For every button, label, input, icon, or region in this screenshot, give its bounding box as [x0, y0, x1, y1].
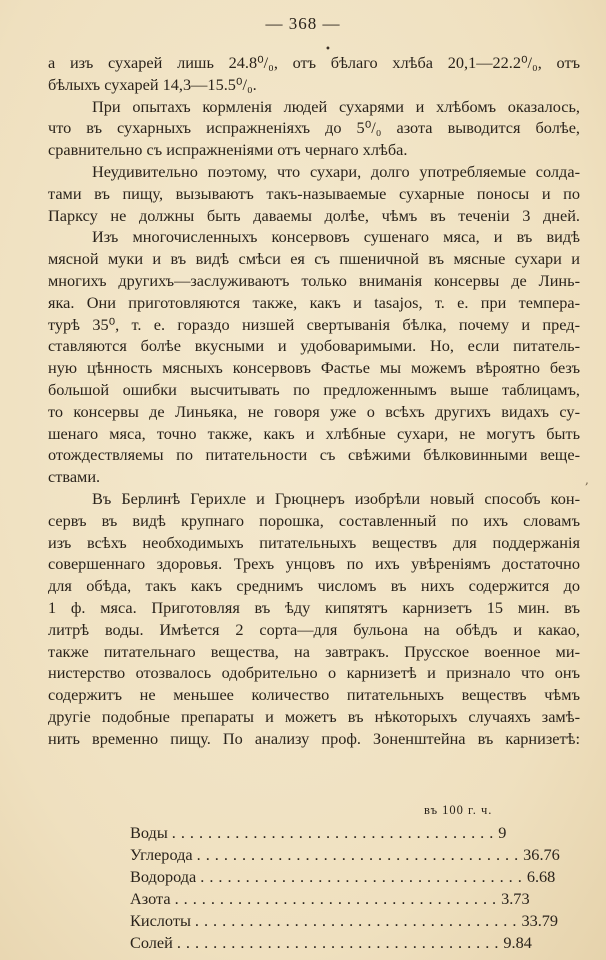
text-line: нить временно пищу. По анализу проф. Зоненштейна въ карнизетѣ: [48, 728, 580, 748]
text-line: многихъ другихъ—заслуживаютъ только вниманія консервы де Линь- [48, 270, 580, 290]
dot-leader: .................................... [174, 889, 502, 908]
text-line: При опытахъ кормленія людей сухарями и хлѣбомъ оказалось, [92, 96, 580, 116]
text-line: содержитъ не меньшее количество питательныхъ веществъ чѣмъ [48, 685, 580, 705]
table-row [130, 933, 532, 953]
page-number: — 368 — [265, 14, 341, 33]
text-line: мясной муки и въ видѣ смѣси ея съ пшеничной въ мясные сухари и [48, 249, 580, 269]
table-row-value: 3.73 [501, 889, 530, 908]
dot-leader: .................................... [196, 845, 524, 864]
text-line: сервъ въ видѣ крупнаго порошка, составленный по ихъ словамъ [48, 510, 580, 530]
table-row-value: 9.84 [503, 933, 532, 952]
text-line: совершеннаго здоровья. Трехъ унцовъ по ихъ увѣреніямъ достаточно [48, 554, 580, 574]
text-line: литрѣ воды. Имѣется 2 сорта—для бульона на обѣдъ и какао, [48, 619, 580, 639]
text-line: ствами. [48, 467, 101, 487]
dot-leader: .................................... [171, 823, 499, 842]
table-row-value: 6.68 [526, 867, 556, 886]
text-line: яка. Они приготовляются также, какъ и tasajos, т. е. при темпера- [48, 292, 580, 312]
text-line: большой ошибки высчитывать по предложеннымъ выше таблицамъ, [48, 379, 580, 399]
table-row-label: Азота [130, 889, 171, 908]
table-row-label: Воды [130, 823, 168, 842]
text-line: также питательнаго вещества, на завтракъ. Прусское военное ми- [48, 641, 580, 661]
dot-leader: .................................... [176, 933, 504, 952]
dot-leader: .................................... [194, 911, 522, 930]
text-line: тами въ пищу, вызываютъ такъ-называемые сухарные поносы и по [48, 183, 580, 203]
text-line: шенаго мяса, точно также, какъ и хлѣбные сухари, не могутъ быть [48, 423, 580, 443]
ink-dot: • [325, 44, 331, 55]
text-line: 1 ф. мяса. Приготовляя въ ѣду кипятятъ карнизетъ 15 мин. въ [48, 597, 580, 617]
table-row [130, 867, 556, 887]
margin-mark: , [585, 473, 589, 487]
text-line: то консервы де Линьяка, не говоря уже о всѣхъ другихъ видахъ су- [48, 401, 580, 421]
table-row-value: 33.79 [521, 911, 559, 930]
table-row-label: Кислоты [130, 911, 191, 930]
text-line: Неудивительно поэтому, что сухари, долго употребляемые солда- [92, 161, 580, 181]
text-line: отождествляемы по питательности съ свѣжими бѣлковинными веще- [48, 445, 580, 465]
text-line: изъ всѣхъ необходимыхъ питательныхъ веществъ для поддержанія [48, 532, 580, 552]
text-line: что въ сухарныхъ испражненіяхъ до 5⁰/₀ азота выводится болѣе, [48, 118, 580, 138]
table-header: въ 100 г. ч. [424, 803, 493, 817]
table-row-label: Водорода [130, 867, 197, 886]
table-row [130, 911, 559, 931]
text-line: Изъ многочисленныхъ консервовъ сушенаго мяса, и въ видѣ [92, 227, 580, 247]
text-line: Въ Берлинѣ Герихле и Грюцнеръ изобрѣли новый способъ кон- [92, 488, 580, 508]
table-row-value: 9 [498, 823, 507, 842]
text-line: Парксу не должны быть даваемы долѣе, чѣмъ въ теченіи 3 дней. [48, 205, 580, 225]
text-line: нистерство отозвалось одобрительно о карнизетѣ и признало что онъ [48, 663, 580, 683]
dot-leader: .................................... [200, 867, 527, 886]
table-row-label: Углерода [130, 845, 193, 864]
table-row-value: 36.76 [523, 845, 560, 864]
text-line: ную цѣнность мясныхъ консервовъ Фастье мы можемъ вѣроятно безъ [48, 358, 580, 378]
text-line: а изъ сухарей лишь 24.8⁰/₀, отъ бѣлаго хлѣба 20,1—22.2⁰/₀, отъ [48, 53, 580, 72]
text-line: турѣ 35⁰, т. е. гораздо низшей свертыванія бѣлка, почему и пред- [48, 314, 580, 334]
table-row-label: Солей [130, 933, 173, 952]
table-row [130, 889, 530, 909]
text-line: бѣлыхъ сухарей 14,3—15.5⁰/₀. [48, 74, 257, 94]
text-line: ставляются болѣе вкусными и удобоваримыми. Но, если питатель- [48, 336, 580, 356]
table-row [130, 823, 507, 843]
text-line: для обѣда, такъ какъ среднимъ числомъ въ нихъ содержится до [48, 576, 580, 596]
text-line: сравнительно съ испражненіями отъ чернаго хлѣба. [48, 140, 408, 160]
table-row [130, 845, 560, 865]
text-line: другіе подобные препараты и можетъ въ нѣкоторыхъ случаяхъ замѣ- [48, 706, 580, 726]
body-text [48, 52, 580, 750]
